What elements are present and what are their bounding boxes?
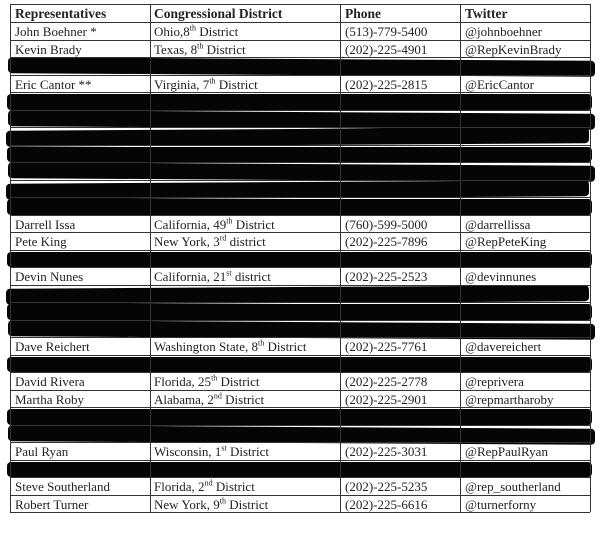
district-cell: [154, 41, 246, 58]
phone-cell: (513)-779-5400: [345, 24, 428, 39]
redaction-bar: [7, 94, 592, 110]
table-rule: [460, 4, 461, 512]
representative-cell: Pete King: [15, 234, 67, 249]
table-rule: [10, 285, 590, 286]
district-suffix: District: [226, 444, 269, 459]
district-ordinal: th: [258, 338, 265, 348]
twitter-cell: @devinnunes: [465, 269, 537, 284]
district-suffix: District: [195, 24, 239, 39]
representative-cell: Steve Southerland: [15, 479, 110, 494]
table-rule: [10, 4, 590, 5]
table-rule: [590, 4, 591, 512]
redaction-bar: [6, 285, 589, 304]
phone-cell: (202)-225-5235: [345, 479, 428, 494]
redaction-bar: [8, 57, 595, 76]
twitter-cell: @RepPaulRyan: [465, 444, 548, 459]
redaction-bar: [8, 425, 595, 444]
table-rule: [10, 267, 590, 268]
table-rule: [10, 407, 590, 408]
table-rule: [10, 232, 590, 233]
district-cell: [154, 233, 266, 250]
twitter-cell: @reprivera: [465, 374, 524, 389]
district-ordinal: st: [221, 443, 227, 453]
district-suffix: district: [231, 269, 271, 284]
redaction-bar: [7, 252, 592, 268]
redaction-bar: [7, 409, 592, 425]
district-cell: [154, 23, 238, 40]
representative-cell: David Rivera: [15, 374, 85, 389]
header-congressional-district: Congressional District: [154, 6, 283, 21]
district-ordinal: th: [226, 216, 233, 226]
table-rule: [150, 4, 151, 512]
phone-cell: (202)-225-2778: [345, 374, 428, 389]
district-text: Washington State, 8: [154, 339, 259, 354]
phone-cell: (202)-225-2901: [345, 391, 428, 407]
district-cell: [154, 76, 258, 93]
twitter-cell: @davereichert: [465, 339, 542, 354]
table-rule: [10, 75, 590, 76]
table-rule: [10, 337, 590, 338]
header-representatives: Representatives: [15, 6, 107, 21]
redaction-bar: [6, 127, 589, 146]
table-rule: [10, 22, 590, 23]
district-suffix: District: [264, 339, 307, 354]
district-cell: [154, 216, 275, 233]
table-rule: [10, 127, 590, 128]
phone-cell: (202)-225-4901: [345, 41, 428, 57]
district-text: Virginia, 7: [154, 76, 210, 92]
redaction-bar: [6, 180, 589, 199]
header-phone: Phone: [345, 6, 382, 21]
twitter-cell: @turnerforny: [465, 496, 537, 512]
district-suffix: District: [225, 496, 269, 512]
table-rule: [10, 477, 590, 478]
representative-cell: Martha Roby: [15, 391, 84, 407]
representative-cell: John Boehner *: [15, 24, 97, 39]
table-rule: [10, 390, 590, 391]
table-rule: [10, 145, 590, 146]
district-text: Florida, 2: [154, 479, 205, 494]
twitter-cell: @repmartharoby: [465, 391, 554, 407]
district-ordinal: th: [197, 41, 204, 51]
representative-cell: Eric Cantor **: [15, 76, 92, 92]
district-ordinal: nd: [213, 391, 222, 401]
phone-cell: (202)-225-3031: [345, 444, 428, 459]
table-rule: [10, 355, 590, 356]
district-cell: [154, 478, 255, 495]
district-text: Texas, 8: [154, 41, 198, 57]
twitter-cell: @rep_southerland: [465, 479, 561, 494]
district-text: California, 49: [154, 216, 227, 232]
redaction-bar: [8, 162, 595, 181]
table-rule: [10, 372, 590, 373]
district-ordinal: rd: [219, 233, 227, 243]
twitter-cell: @johnboehner: [465, 24, 542, 39]
district-text: New York, 9: [154, 496, 220, 512]
district-suffix: District: [203, 41, 246, 57]
table-rule: [10, 495, 590, 496]
representative-cell: Robert Turner: [15, 496, 89, 512]
district-ordinal: th: [189, 23, 196, 33]
district-suffix: district: [226, 234, 266, 249]
district-suffix: District: [232, 216, 275, 232]
table-rule: [340, 4, 341, 512]
redaction-bar: [7, 199, 592, 215]
district-text: New York, 3: [154, 234, 220, 249]
district-ordinal: th: [211, 373, 218, 383]
representative-cell: Darrell Issa: [15, 216, 76, 232]
twitter-cell: @EricCantor: [465, 76, 535, 92]
district-text: Alabama, 2: [154, 391, 214, 407]
table-rule: [10, 442, 590, 443]
district-cell: [154, 338, 307, 355]
table-rule: [10, 162, 590, 163]
district-cell: [154, 496, 268, 513]
phone-cell: (202)-225-2523: [345, 269, 428, 284]
table-rule: [10, 92, 590, 93]
table-rule: [10, 110, 590, 111]
district-suffix: District: [221, 391, 265, 407]
table-rule: [10, 197, 590, 198]
district-suffix: District: [217, 374, 260, 389]
phone-cell: (202)-225-2815: [345, 76, 428, 92]
table-rule: [10, 57, 590, 58]
district-cell: [154, 268, 271, 285]
redaction-bar: [8, 110, 595, 129]
district-text: Wisconsin, 1: [154, 444, 222, 459]
table-rule: [10, 302, 590, 303]
district-text: Ohio,8: [154, 24, 190, 39]
table-rule: [10, 215, 590, 216]
twitter-cell: @darrellissa: [465, 216, 531, 232]
district-suffix: District: [212, 479, 255, 494]
district-cell: [154, 373, 260, 390]
table-rule: [10, 180, 590, 181]
phone-cell: (202)-225-7761: [345, 339, 428, 354]
header-twitter: Twitter: [465, 6, 508, 21]
redaction-bar: [7, 357, 592, 373]
representative-cell: Dave Reichert: [15, 339, 90, 354]
redaction-bar: [7, 304, 592, 320]
district-ordinal: nd: [204, 478, 213, 488]
redaction-bar: [7, 462, 592, 478]
district-ordinal: th: [219, 496, 226, 506]
table-rule: [10, 512, 590, 513]
district-ordinal: th: [209, 76, 216, 86]
redaction-bar: [7, 147, 592, 163]
district-cell: [154, 391, 264, 408]
table-rule: [10, 460, 590, 461]
table-rule: [10, 4, 11, 512]
table-rule: [10, 40, 590, 41]
district-text: Florida, 25: [154, 374, 212, 389]
district-text: California, 21: [154, 269, 227, 284]
twitter-cell: @RepPeteKing: [465, 234, 547, 249]
representative-cell: Kevin Brady: [15, 41, 82, 57]
district-cell: [154, 443, 269, 460]
table-rule: [10, 425, 590, 426]
redaction-bar: [8, 320, 595, 339]
table-rule: [10, 320, 590, 321]
district-suffix: District: [215, 76, 258, 92]
phone-cell: (760)-599-5000: [345, 216, 428, 232]
phone-cell: (202)-225-6616: [345, 496, 428, 512]
district-ordinal: st: [226, 268, 232, 278]
representative-cell: Devin Nunes: [15, 269, 84, 284]
representative-cell: Paul Ryan: [15, 444, 69, 459]
twitter-cell: @RepKevinBrady: [465, 41, 562, 57]
table-rule: [10, 250, 590, 251]
phone-cell: (202)-225-7896: [345, 234, 428, 249]
